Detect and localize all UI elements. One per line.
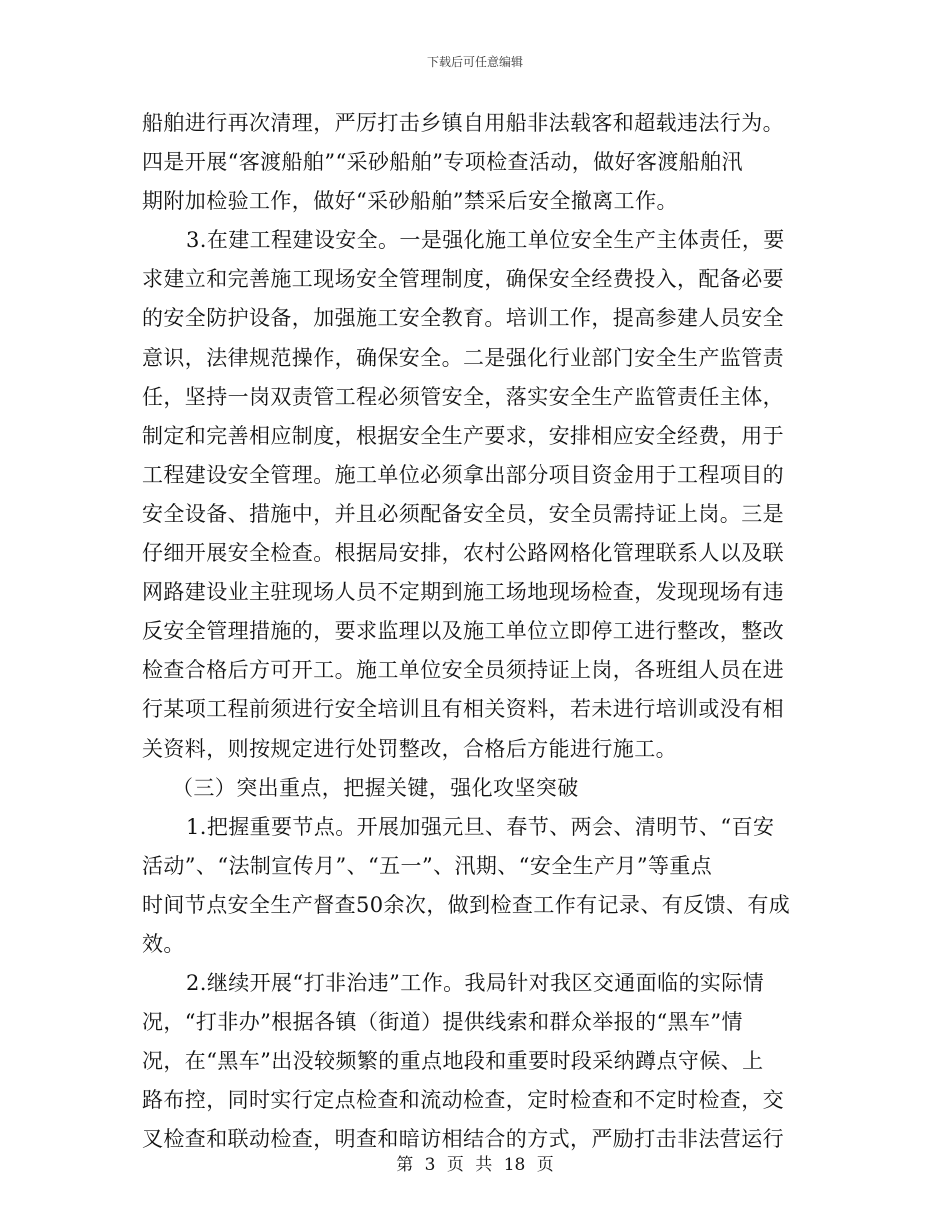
page-number: 第 3 页 共 18 页 xyxy=(396,1155,554,1175)
text-line: 行某项工程前须进行安全培训且有相关资料，若未进行培训或没有相 xyxy=(142,697,784,722)
text-line: 效。 xyxy=(142,931,185,956)
text-line: 的安全防护设备，加强施工安全教育。培训工作，提高参建人员安全 xyxy=(142,306,784,331)
text-line: 1.把握重要节点。开展加强元旦、春节、两会、清明节、“百安 xyxy=(186,814,775,839)
text-line: 仔细开展安全检查。根据局安排，农村公路网格化管理联系人以及联 xyxy=(142,541,784,566)
document-body xyxy=(142,104,807,1160)
text-line: 意识，法律规范操作，确保安全。二是强化行业部门安全生产监管责 xyxy=(142,345,784,370)
text-line: 制定和完善相应制度，根据安全生产要求，安排相应安全经费，用于 xyxy=(142,423,784,448)
text-line: 况，在“黑车”出没较频繁的重点地段和重要时段采纳蹲点守候、上 xyxy=(142,1049,764,1074)
text-line: 任，坚持一岗双责管工程必须管安全，落实安全生产监管责任主体， xyxy=(142,384,784,409)
text-line: 期附加检验工作，做好“采砂船舶”禁采后安全撤离工作。 xyxy=(142,189,678,214)
text-line: 时间节点安全生产督查50余次，做到检查工作有记录、有反馈、有成 xyxy=(142,892,791,917)
text-line: 安全设备、措施中，并且必须配备安全员，安全员需持证上岗。三是 xyxy=(142,501,784,526)
text-line: 检查合格后方可开工。施工单位安全员须持证上岗，各班组人员在进 xyxy=(142,658,784,683)
text-line: 工程建设安全管理。施工单位必须拿出部分项目资金用于工程项目的 xyxy=(142,462,784,487)
text-line: 求建立和完善施工现场安全管理制度，确保安全经费投入，配备必要 xyxy=(142,267,784,292)
text-line: 四是开展“客渡船舶”“采砂船舶”专项检查活动，做好客渡船舶汛 xyxy=(142,150,743,175)
page-header: 下载后可任意编辑 xyxy=(426,55,523,69)
text-line: （三）突出重点，把握关键，强化攻坚突破 xyxy=(172,775,579,800)
text-line: 关资料，则按规定进行处罚整改，合格后方能进行施工。 xyxy=(142,736,677,761)
text-line: 船舶进行再次清理，严厉打击乡镇自用船非法载客和超载违法行为。 xyxy=(142,111,784,135)
text-line: 2.继续开展“打非治违”工作。我局针对我区交通面临的实际情 xyxy=(186,971,765,996)
text-line: 路布控，同时实行定点检查和流动检查，定时检查和不定时检查，交 xyxy=(142,1088,784,1113)
text-line: 活动”、“法制宣传月”、“五一”、汛期、“安全生产月”等重点 xyxy=(142,853,713,878)
text-line: 网路建设业主驻现场人员不定期到施工场地现场检查，发现现场有违 xyxy=(142,580,784,605)
text-line: 反安全管理措施的，要求监理以及施工单位立即停工进行整改，整改 xyxy=(142,619,784,644)
text-line: 况，“打非办”根据各镇（街道）提供线索和群众举报的“黑车”情 xyxy=(142,1010,743,1035)
text-line: 3.在建工程建设安全。一是强化施工单位安全生产主体责任，要 xyxy=(186,228,785,253)
text-line: 叉检查和联动检查，明查和暗访相结合的方式，严励打击非法营运行 xyxy=(142,1127,784,1152)
